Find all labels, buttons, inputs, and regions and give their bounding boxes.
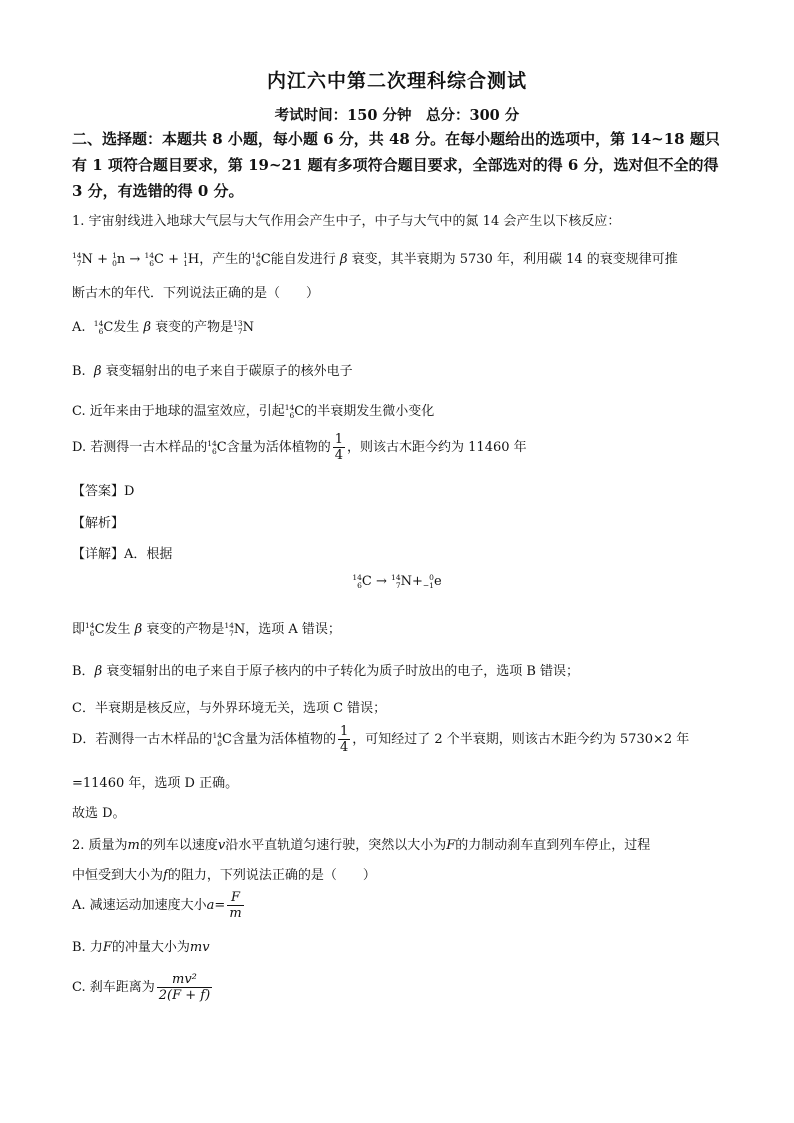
q2-stem-line1: 2. 质量为m的列车以速度v沿水平直轨道匀速行驶，突然以大小为F的力制动刹车直到列车停止，过程 [72,838,651,853]
answer-value: D [124,484,135,499]
q2-option-a: A. 减速运动加速度大小a= $\frac{F}{m}$ [72,890,242,921]
answer-line: 【答案】D [72,484,135,499]
exam-info: 考试时间：150 分钟 总分：300 分 [274,107,520,124]
detail-line3: B．β 衰变辐射出的电子来自于原子核内的中子转化为质子时放出的电子，选项 B 错误； [72,664,580,679]
q2-stem-line2: 中恒受到大小为f的阻力，下列说法正确的是（ ） [72,868,376,883]
braking-distance-fraction: $\frac{\text{mv²}}{2(F + f)}$ [158,972,211,1003]
detail-line4: C．半衰期是核反应，与外界环境无关，选项 C 错误； [72,701,387,716]
q2-option-b: B. 力F的冲量大小为mv [72,940,210,955]
detail-line1: 【详解】A．根据 [72,547,173,562]
decay-equation: 14 6 C → 14 7 N+ 0 −1 e [352,573,442,590]
q1-option-c: C. 近年来由于地球的温室效应，引起 14 6 C的半衰期发生微小变化 [72,403,435,420]
q1-stem-line3: 断古木的年代．下列说法正确的是（ ） [72,286,320,301]
q2-option-c: C. 刹车距离为 $\frac{\text{mv²}}{2(F + f)}$ [72,972,211,1003]
nuclide-n14: 14 7 [72,251,82,268]
detail-line7: 故选 D。 [72,806,126,821]
q1-stem-line1: 1. 宇宙射线进入地球大气层与大气作用会产生中子，中子与大气中的氮 14 会产生以下核反应： [72,214,621,229]
detail-line5: D．若测得一古木样品的 14 6 C含量为活体植物的 $\frac{1}{4}$ ，可知经过了 2 个半衰期，则该古木距今约为 5730×2 年 [72,724,690,755]
detail-line6: =11460 年，选项 D 正确。 [72,776,239,791]
q1-option-d: D. 若测得一古木样品的 14 6 C含量为活体植物的 $\frac{1}{4}$ ，则该古木距今约为 11460 年 [72,432,527,463]
q1-option-b: B. β 衰变辐射出的电子来自于碳原子的核外电子 [72,364,353,379]
analysis-label: 【解析】 [72,516,125,531]
detail-line2: 即 14 6 C发生 β 衰变的产物是 14 7 N，选项 A 错误； [72,621,341,638]
q1-option-a: A. 14 6 C发生 β 衰变的产物是 13 7 N [72,319,255,336]
q1-stem-line2: 14 7 N + 1 0 n → 14 6 C + 1 1 H，产生的 14 6 C能自发进行 β 衰变，其半衰期为 5730 年，利用碳 14 的衰变规律可推 [72,251,678,268]
section-header: 二、选择题：本题共 8 小题，每小题 6 分，共 48 分。在每小题给出的选项中，第 14~18 题只有 1 项符合题目要求，第 19~21 题有多项符合题目要求，全部选对的得 6 分，选对但不全的得 3 分，有选错的得 0 分。 [72,130,720,200]
fraction-one-quarter: $\frac{1}{4}$ [334,432,344,463]
page-title: 内江六中第二次理科综合测试 [266,70,527,92]
